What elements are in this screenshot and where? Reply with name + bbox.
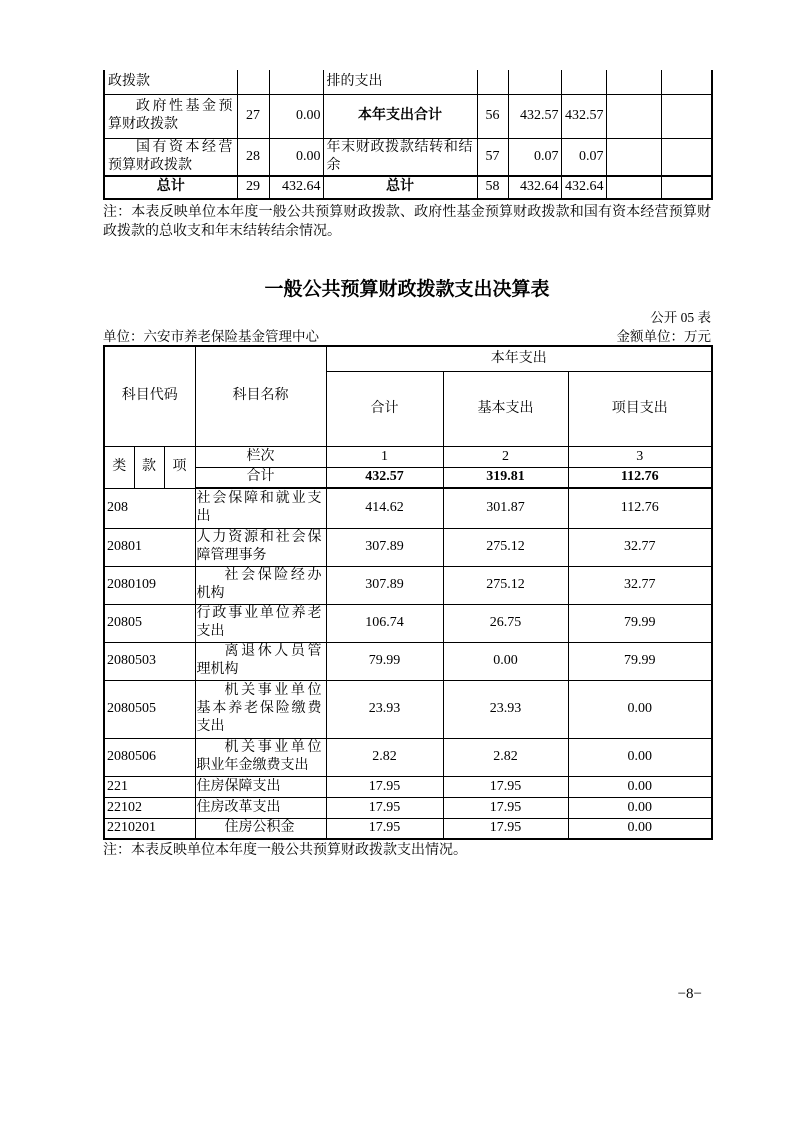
table-cell bbox=[606, 94, 661, 138]
expenditure-row bbox=[104, 488, 712, 528]
header-col-1: 1 bbox=[326, 446, 443, 467]
table-cell: 2080109 bbox=[104, 566, 195, 604]
carryover-table bbox=[103, 70, 713, 200]
table-cell: 机关事业单位职业年金缴费支出 bbox=[195, 738, 326, 776]
table-cell bbox=[661, 94, 712, 138]
header-class: 类 bbox=[104, 446, 134, 488]
expenditure-row bbox=[104, 738, 712, 776]
table-cell: 0.00 bbox=[443, 642, 568, 680]
page-number: −8− bbox=[677, 986, 702, 1002]
table-cell: 2.82 bbox=[326, 738, 443, 776]
table-cell: 275.12 bbox=[443, 566, 568, 604]
carryover-row bbox=[104, 70, 712, 94]
table-cell: 17.95 bbox=[326, 797, 443, 818]
header-project: 项目支出 bbox=[568, 371, 712, 446]
expenditure-row bbox=[104, 776, 712, 797]
table-cell: 0.00 bbox=[568, 738, 712, 776]
table-cell: 17.95 bbox=[326, 776, 443, 797]
table-cell: 住房改革支出 bbox=[195, 797, 326, 818]
table-meta-line bbox=[103, 325, 711, 345]
table-cell bbox=[606, 70, 661, 94]
table-cell: 本年支出合计 bbox=[323, 94, 477, 138]
table-cell: 23.93 bbox=[326, 680, 443, 738]
expenditure-table-body bbox=[104, 488, 712, 839]
table-cell: 79.99 bbox=[568, 604, 712, 642]
table-cell: 23.93 bbox=[443, 680, 568, 738]
table-cell: 27 bbox=[237, 94, 269, 138]
table-cell: 112.76 bbox=[568, 488, 712, 528]
table-cell: 56 bbox=[477, 94, 508, 138]
table-cell: 社会保障和就业支出 bbox=[195, 488, 326, 528]
table-cell bbox=[508, 70, 561, 94]
table-cell: 2.82 bbox=[443, 738, 568, 776]
table-cell: 人力资源和社会保障管理事务 bbox=[195, 528, 326, 566]
header-subject-code: 科目代码 bbox=[104, 346, 195, 446]
expenditure-table-note: 注：本表反映单位本年度一般公共预算财政拨款支出情况。 bbox=[103, 843, 467, 858]
header-col-3: 3 bbox=[568, 446, 712, 467]
table-cell: 432.64 bbox=[508, 176, 561, 199]
table-cell bbox=[606, 176, 661, 199]
table-cell: 离退休人员管理机构 bbox=[195, 642, 326, 680]
table-cell: 2210201 bbox=[104, 818, 195, 839]
carryover-row bbox=[104, 94, 712, 138]
table-cell: 行政事业单位养老支出 bbox=[195, 604, 326, 642]
table-cell: 排的支出 bbox=[323, 70, 477, 94]
table-cell: 20805 bbox=[104, 604, 195, 642]
table-cell: 年末财政拨款结转和结余 bbox=[323, 138, 477, 176]
table-cell: 0.00 bbox=[269, 94, 323, 138]
table-cell bbox=[237, 70, 269, 94]
total-row-project: 112.76 bbox=[568, 467, 712, 488]
table-cell: 2080503 bbox=[104, 642, 195, 680]
table-cell: 79.99 bbox=[568, 642, 712, 680]
carryover-table-body bbox=[104, 70, 712, 199]
table-cell: 0.00 bbox=[269, 138, 323, 176]
table-cell: 17.95 bbox=[443, 818, 568, 839]
table-number-label: 公开 05 表 bbox=[650, 310, 711, 325]
header-subject-name: 科目名称 bbox=[195, 346, 326, 446]
table-cell bbox=[661, 70, 712, 94]
unit-label: 单位：六安市养老保险基金管理中心 bbox=[103, 329, 319, 344]
carryover-row bbox=[104, 138, 712, 176]
table-cell: 17.95 bbox=[443, 776, 568, 797]
table-cell: 106.74 bbox=[326, 604, 443, 642]
header-column-label: 栏次 bbox=[195, 446, 326, 467]
table-cell bbox=[477, 70, 508, 94]
table-cell: 32.77 bbox=[568, 566, 712, 604]
total-row-total: 432.57 bbox=[326, 467, 443, 488]
header-row bbox=[104, 446, 712, 467]
table-cell: 57 bbox=[477, 138, 508, 176]
table-cell: 20801 bbox=[104, 528, 195, 566]
carryover-table-note: 注：本表反映单位本年度一般公共预算财政拨款、政府性基金预算财政拨款和国有资本经营预算财政拨款的总收支和年末结转结余情况。 bbox=[103, 205, 711, 239]
table-cell: 432.64 bbox=[269, 176, 323, 199]
table-cell: 307.89 bbox=[326, 566, 443, 604]
table-cell: 432.57 bbox=[561, 94, 606, 138]
table-cell: 0.00 bbox=[568, 818, 712, 839]
table-cell: 414.62 bbox=[326, 488, 443, 528]
table-cell: 机关事业单位基本养老保险缴费支出 bbox=[195, 680, 326, 738]
table-cell: 301.87 bbox=[443, 488, 568, 528]
table-cell: 29 bbox=[237, 176, 269, 199]
table-cell: 政府性基金预算财政拨款 bbox=[104, 94, 237, 138]
table-cell: 住房保障支出 bbox=[195, 776, 326, 797]
table-cell: 432.57 bbox=[508, 94, 561, 138]
table-cell: 2080506 bbox=[104, 738, 195, 776]
table-cell: 208 bbox=[104, 488, 195, 528]
table-cell: 26.75 bbox=[443, 604, 568, 642]
page-title: 一般公共预算财政拨款支出决算表 bbox=[264, 279, 550, 300]
expenditure-row bbox=[104, 797, 712, 818]
table-cell bbox=[661, 176, 712, 199]
table-cell: 住房公积金 bbox=[195, 818, 326, 839]
header-current-year: 本年支出 bbox=[326, 346, 712, 371]
table-cell: 22102 bbox=[104, 797, 195, 818]
table-cell bbox=[269, 70, 323, 94]
table-cell: 社会保险经办机构 bbox=[195, 566, 326, 604]
expenditure-row bbox=[104, 642, 712, 680]
grand-total-row bbox=[104, 467, 712, 488]
table-cell: 0.00 bbox=[568, 776, 712, 797]
table-cell: 432.64 bbox=[561, 176, 606, 199]
table-cell: 17.95 bbox=[443, 797, 568, 818]
table-cell bbox=[661, 138, 712, 176]
carryover-row bbox=[104, 176, 712, 199]
table-cell: 17.95 bbox=[326, 818, 443, 839]
table-cell: 0.00 bbox=[568, 797, 712, 818]
expenditure-row bbox=[104, 680, 712, 738]
total-row-label: 合计 bbox=[195, 467, 326, 488]
expenditure-row bbox=[104, 528, 712, 566]
table-cell: 307.89 bbox=[326, 528, 443, 566]
table-cell: 275.12 bbox=[443, 528, 568, 566]
table-cell: 国有资本经营预算财政拨款 bbox=[104, 138, 237, 176]
table-cell: 政拨款 bbox=[104, 70, 237, 94]
expenditure-row bbox=[104, 818, 712, 839]
expenditure-row bbox=[104, 566, 712, 604]
header-item: 项 bbox=[164, 446, 195, 488]
table-cell: 0.00 bbox=[568, 680, 712, 738]
expenditure-row bbox=[104, 604, 712, 642]
amount-unit-label: 金额单位：万元 bbox=[616, 329, 711, 344]
table-cell: 79.99 bbox=[326, 642, 443, 680]
header-section: 款 bbox=[134, 446, 164, 488]
expenditure-table-header bbox=[104, 346, 712, 488]
table-cell: 221 bbox=[104, 776, 195, 797]
table-cell: 总计 bbox=[323, 176, 477, 199]
table-cell: 58 bbox=[477, 176, 508, 199]
expenditure-table bbox=[103, 345, 713, 840]
table-cell: 总计 bbox=[104, 176, 237, 199]
total-row-basic: 319.81 bbox=[443, 467, 568, 488]
header-row bbox=[104, 346, 712, 371]
table-cell: 32.77 bbox=[568, 528, 712, 566]
header-total: 合计 bbox=[326, 371, 443, 446]
header-col-2: 2 bbox=[443, 446, 568, 467]
table-cell: 0.07 bbox=[561, 138, 606, 176]
table-cell: 28 bbox=[237, 138, 269, 176]
table-cell bbox=[561, 70, 606, 94]
table-cell bbox=[606, 138, 661, 176]
table-cell: 2080505 bbox=[104, 680, 195, 738]
header-basic: 基本支出 bbox=[443, 371, 568, 446]
table-cell: 0.07 bbox=[508, 138, 561, 176]
